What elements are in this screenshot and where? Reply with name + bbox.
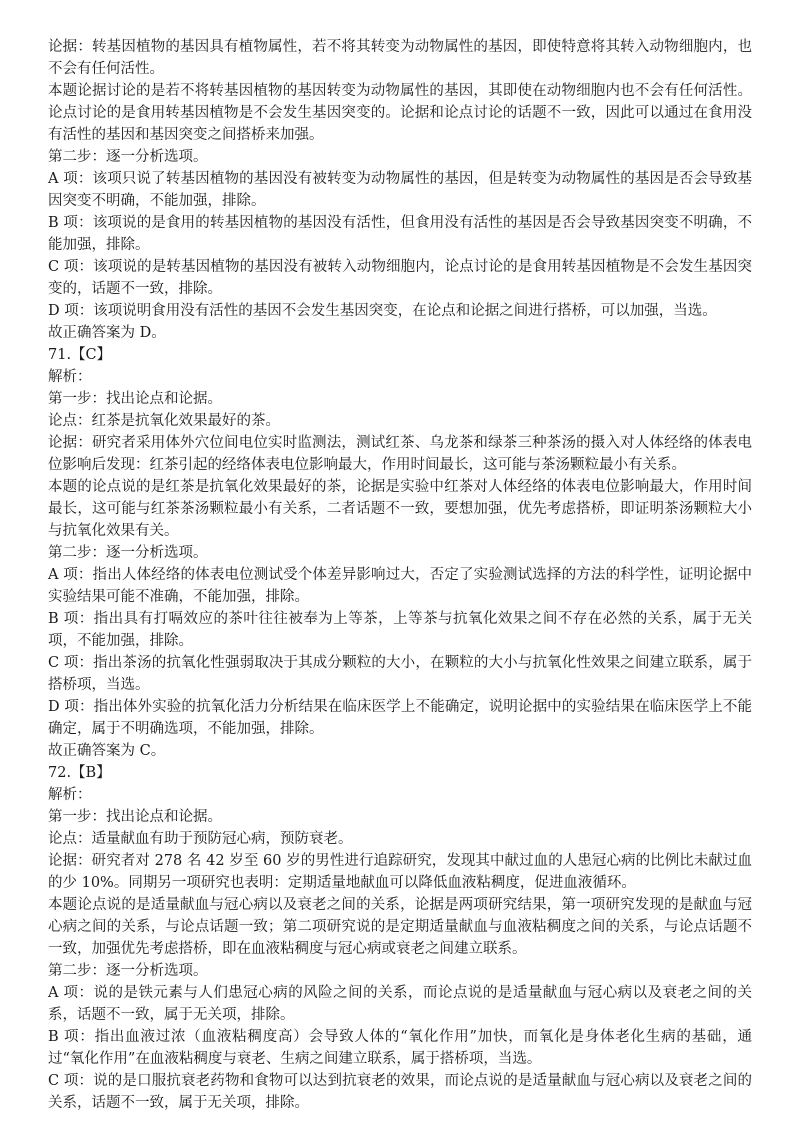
text-line: 第二步：逐一分析选项。 [48, 963, 208, 979]
text-line: 本题论点说的是适量献血与冠心病以及衰老之间的关系，论据是两项研究结果，第一项研究发现的是献血与冠心病之间的关系，与论点话题一致；第二项研究说的是定期适量献血与血液粘稠度之间的关系，与论点话题不一致，加强优先考虑搭桥，即在血液粘稠度与冠心病或衰老之间建立联系。 [48, 897, 752, 957]
paragraph-analysis [48, 894, 752, 960]
paragraph-option-b [48, 212, 752, 256]
text-line: D 项：该项说明食用没有活性的基因不会发生基因突变，在论点和论据之间进行搭桥，可以加强，当选。 [48, 303, 717, 319]
text-line: 论点：红茶是抗氧化效果最好的茶。 [48, 413, 280, 429]
text-line: 72.【B】 [48, 765, 111, 781]
text-line: B 项：指出血液过浓（血液粘稠度高）会导致人体的“氧化作用”加快，而氧化是身体老化生病的基础，通过“氧化作用”在血液粘稠度与衰老、生病之间建立联系，属于搭桥项，当选。 [48, 1029, 752, 1067]
text-line: C 项：指出茶汤的抗氧化性强弱取决于其成分颗粒的大小，在颗粒的大小与抗氧化性效果之间建立联系，属于搭桥项，当选。 [48, 655, 752, 693]
paragraph-evidence [48, 850, 752, 894]
paragraph-option-a [48, 564, 752, 608]
text-line: 故正确答案为 C。 [48, 743, 166, 759]
paragraph-step-one [48, 806, 752, 828]
text-line: 论据：转基因植物的基因具有植物属性，若不将其转变为动物属性的基因，即使特意将其转入动物细胞内，也不会有任何活性。 [48, 39, 752, 77]
question-number-71 [48, 344, 752, 366]
paragraph-argument [48, 828, 752, 850]
paragraph-step-two [48, 960, 752, 982]
paragraph-analysis [48, 476, 752, 542]
text-line: C 项：说的是口服抗衰老药物和食物可以达到抗衰老的效果，而论点说的是适量献血与冠心病以及衰老之间的关系，话题不一致，属于无关项，排除。 [48, 1073, 752, 1111]
text-line: 第一步：找出论点和论据。 [48, 809, 222, 825]
question-number-72 [48, 762, 752, 784]
paragraph-analysis [48, 80, 752, 146]
text-line: C 项：该项说的是转基因植物的基因没有被转入动物细胞内，论点讨论的是食用转基因植物是不会发生基因突变的，话题不一致，排除。 [48, 259, 752, 297]
text-line: 本题论据讨论的是若不将转基因植物的基因转变为动物属性的基因，其即使在动物细胞内也不会有任何活性。论点讨论的是食用转基因植物是不会发生基因突变的。论据和论点讨论的话题不一致，因此可以通过在食用没有活性的基因和基因突变之间搭桥来加强。 [48, 83, 752, 143]
text-line: D 项：指出体外实验的抗氧化活力分析结果在临床医学上不能确定，说明论据中的实验结果在临床医学上不能确定，属于不明确选项，不能加强，排除。 [48, 699, 752, 737]
text-line: 第二步：逐一分析选项。 [48, 545, 208, 561]
paragraph-step-two [48, 146, 752, 168]
paragraph-option-c [48, 1070, 752, 1114]
paragraph-answer [48, 322, 752, 344]
paragraph-explanation-label [48, 784, 752, 806]
text-line: B 项：指出具有打嗝效应的茶叶往往被奉为上等茶，上等茶与抗氧化效果之间不存在必然的关系，属于无关项，不能加强，排除。 [48, 611, 752, 649]
text-line: 论据：研究者对 278 名 42 岁至 60 岁的男性进行追踪研究，发现其中献过血的人患冠心病的比例比未献过血的少 10%。同期另一项研究也表明：定期适量地献血可以降低血液粘稠度，促进血液循环。 [48, 853, 752, 891]
text-line: 解析： [48, 369, 92, 385]
text-line: 解析： [48, 787, 92, 803]
text-line: A 项：指出人体经络的体表电位测试受个体差异影响过大，否定了实验测试选择的方法的科学性，证明论据中实验结果可能不准确，不能加强，排除。 [48, 567, 752, 605]
paragraph-argument [48, 410, 752, 432]
text-line: 第一步：找出论点和论据。 [48, 391, 222, 407]
paragraph-option-c [48, 256, 752, 300]
paragraph-option-a [48, 168, 752, 212]
paragraph-option-b [48, 1026, 752, 1070]
paragraph-option-d [48, 696, 752, 740]
paragraph-option-c [48, 652, 752, 696]
text-line: 论据：研究者采用体外穴位间电位实时监测法，测试红茶、乌龙茶和绿茶三种茶汤的摄入对人体经络的体表电位影响后发现：红茶引起的经络体表电位影响最大，作用时间最长，这可能与茶汤颗粒最小有关系。 [48, 435, 752, 473]
text-line: 故正确答案为 D。 [48, 325, 166, 341]
paragraph-argument-evidence [48, 36, 752, 80]
paragraph-step-two [48, 542, 752, 564]
text-line: A 项：该项只说了转基因植物的基因没有被转变为动物属性的基因，但是转变为动物属性的基因是否会导致基因突变不明确，不能加强，排除。 [48, 171, 752, 209]
paragraph-evidence [48, 432, 752, 476]
paragraph-option-b [48, 608, 752, 652]
paragraph-step-one [48, 388, 752, 410]
paragraph-option-a [48, 982, 752, 1026]
paragraph-explanation-label [48, 366, 752, 388]
text-line: 71.【C】 [48, 347, 112, 363]
paragraph-answer [48, 740, 752, 762]
text-line: 第二步：逐一分析选项。 [48, 149, 208, 165]
text-line: 论点：适量献血有助于预防冠心病，预防衰老。 [48, 831, 353, 847]
paragraph-option-d [48, 300, 752, 322]
text-line: A 项：说的是铁元素与人们患冠心病的风险之间的关系，而论点说的是适量献血与冠心病以及衰老之间的关系，话题不一致，属于无关项，排除。 [48, 985, 752, 1023]
text-line: B 项：该项说的是食用的转基因植物的基因没有活性，但食用没有活性的基因是否会导致基因突变不明确，不能加强，排除。 [48, 215, 752, 253]
text-line: 本题的论点说的是红茶是抗氧化效果最好的茶，论据是实验中红茶对人体经络的体表电位影响最大，作用时间最长，这可能与红茶茶汤颗粒最小有关系，二者话题不一致，要想加强，优先考虑搭桥，即证明茶汤颗粒大小与抗氧化效果有关。 [48, 479, 752, 539]
